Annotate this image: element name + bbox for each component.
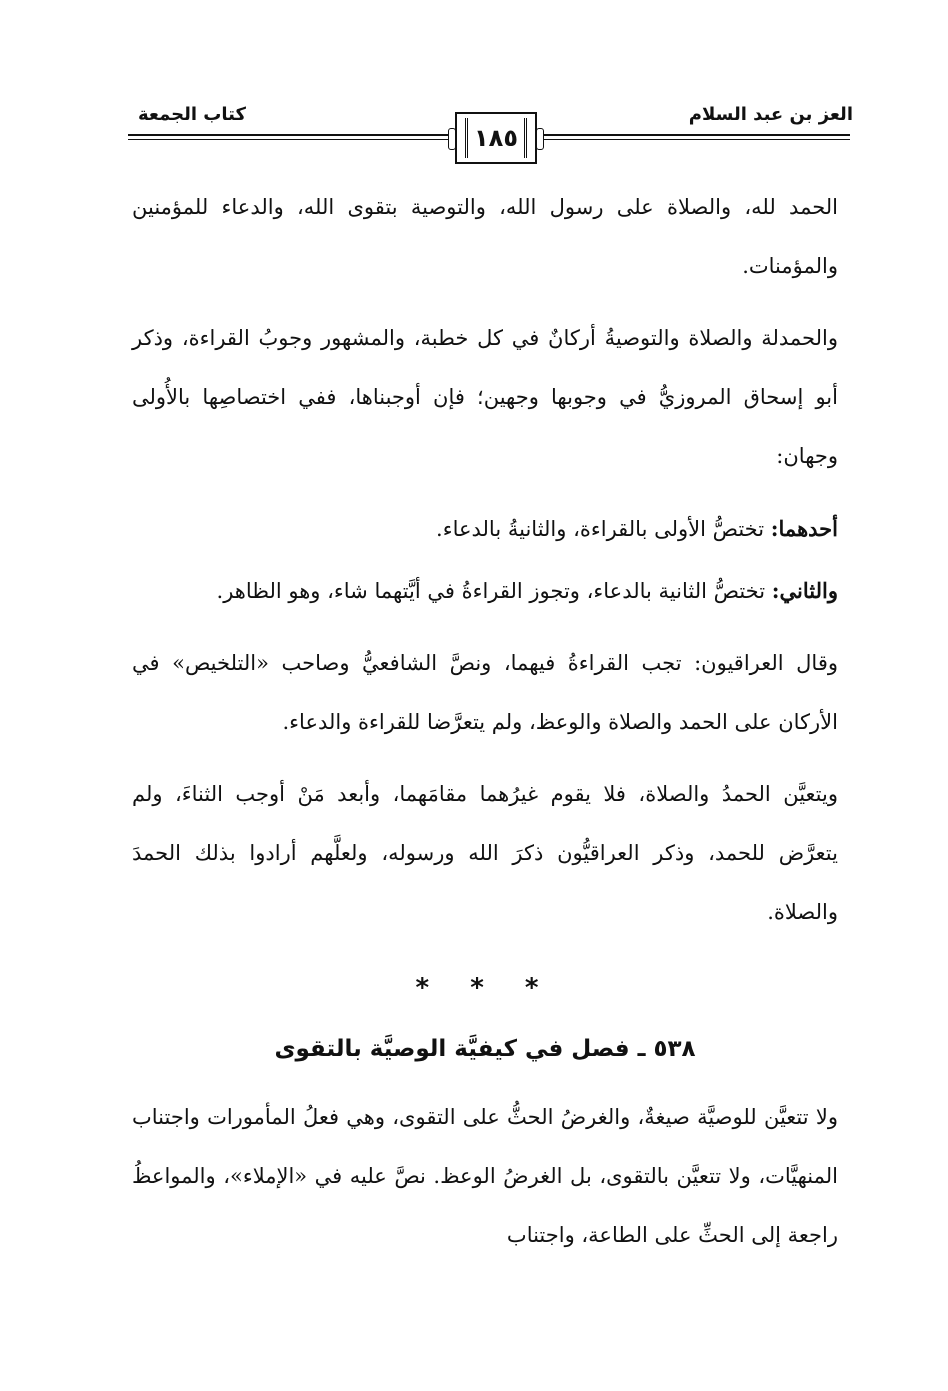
body-text [132, 178, 838, 1278]
paragraph: ويتعيَّن الحمدُ والصلاة، فلا يقوم غيرُهما مقامَهما، وأبعد مَنْ أوجب الثناءَ، ولم يتعرَّض للحمد، وذكر العراقيُّون ذكرَ الله ورسوله، ولعلَّهم أرادوا بذلك الحمدَ والصلاة. [132, 782, 838, 924]
paragraph: الحمد لله، والصلاة على رسول الله، والتوصية بتقوى الله، والدعاء للمؤمنين والمؤمنات. [132, 195, 838, 278]
section-separator: * * * [415, 973, 555, 1003]
frame-ornament-right [536, 128, 544, 150]
page-number-frame [455, 112, 537, 164]
opinion-text: تختصُّ الأولى بالقراءة، والثانيةُ بالدعاء. [436, 517, 765, 541]
page-number: ١٨٥ [474, 124, 518, 152]
paragraph-first-opinion [132, 499, 838, 559]
opinion-label: والثاني: [771, 578, 838, 603]
section-heading: ٥٣٨ ـ فصل في كيفيَّة الوصيَّة بالتقوى [274, 1036, 696, 1062]
paragraph-second-opinion [132, 561, 838, 621]
paragraph: ولا تتعيَّن للوصيَّة صيغةٌ، والغرضُ الحثُّ على التقوى، وهي فعلُ المأمورات واجتناب المنهيَّات، ولا تتعيَّن بالتقوى، بل الغرضُ الوعظ. نصَّ عليه في «الإملاء»، والمواعظُ راجعة إلى الحثِّ على الطاعة، واجتناب [132, 1105, 838, 1247]
opinion-label: أحدهما: [770, 516, 838, 541]
running-header-book-title: كتاب الجمعة [138, 104, 246, 125]
running-header-author: العز بن عبد السلام [688, 104, 853, 125]
opinion-text: تختصُّ الثانية بالدعاء، وتجوز القراءةُ في أيَّتهما شاء، وهو الظاهر. [216, 579, 766, 603]
frame-ornament-left [448, 128, 456, 150]
paragraph: وقال العراقيون: تجب القراءةُ فيهما، ونصَّ الشافعيُّ وصاحب «التلخيص» في الأركان على الحمد والصلاة والوعظ، ولم يتعرَّضا للقراءة والدعاء. [132, 651, 838, 734]
paragraph: والحمدلة والصلاة والتوصيةُ أركانٌ في كل خطبة، والمشهور وجوبُ القراءة، وذكر أبو إسحاق المروزيُّ في وجوبها وجهين؛ فإن أوجبناها، ففي اختصاصِها بالأُولى وجهان: [132, 326, 838, 468]
